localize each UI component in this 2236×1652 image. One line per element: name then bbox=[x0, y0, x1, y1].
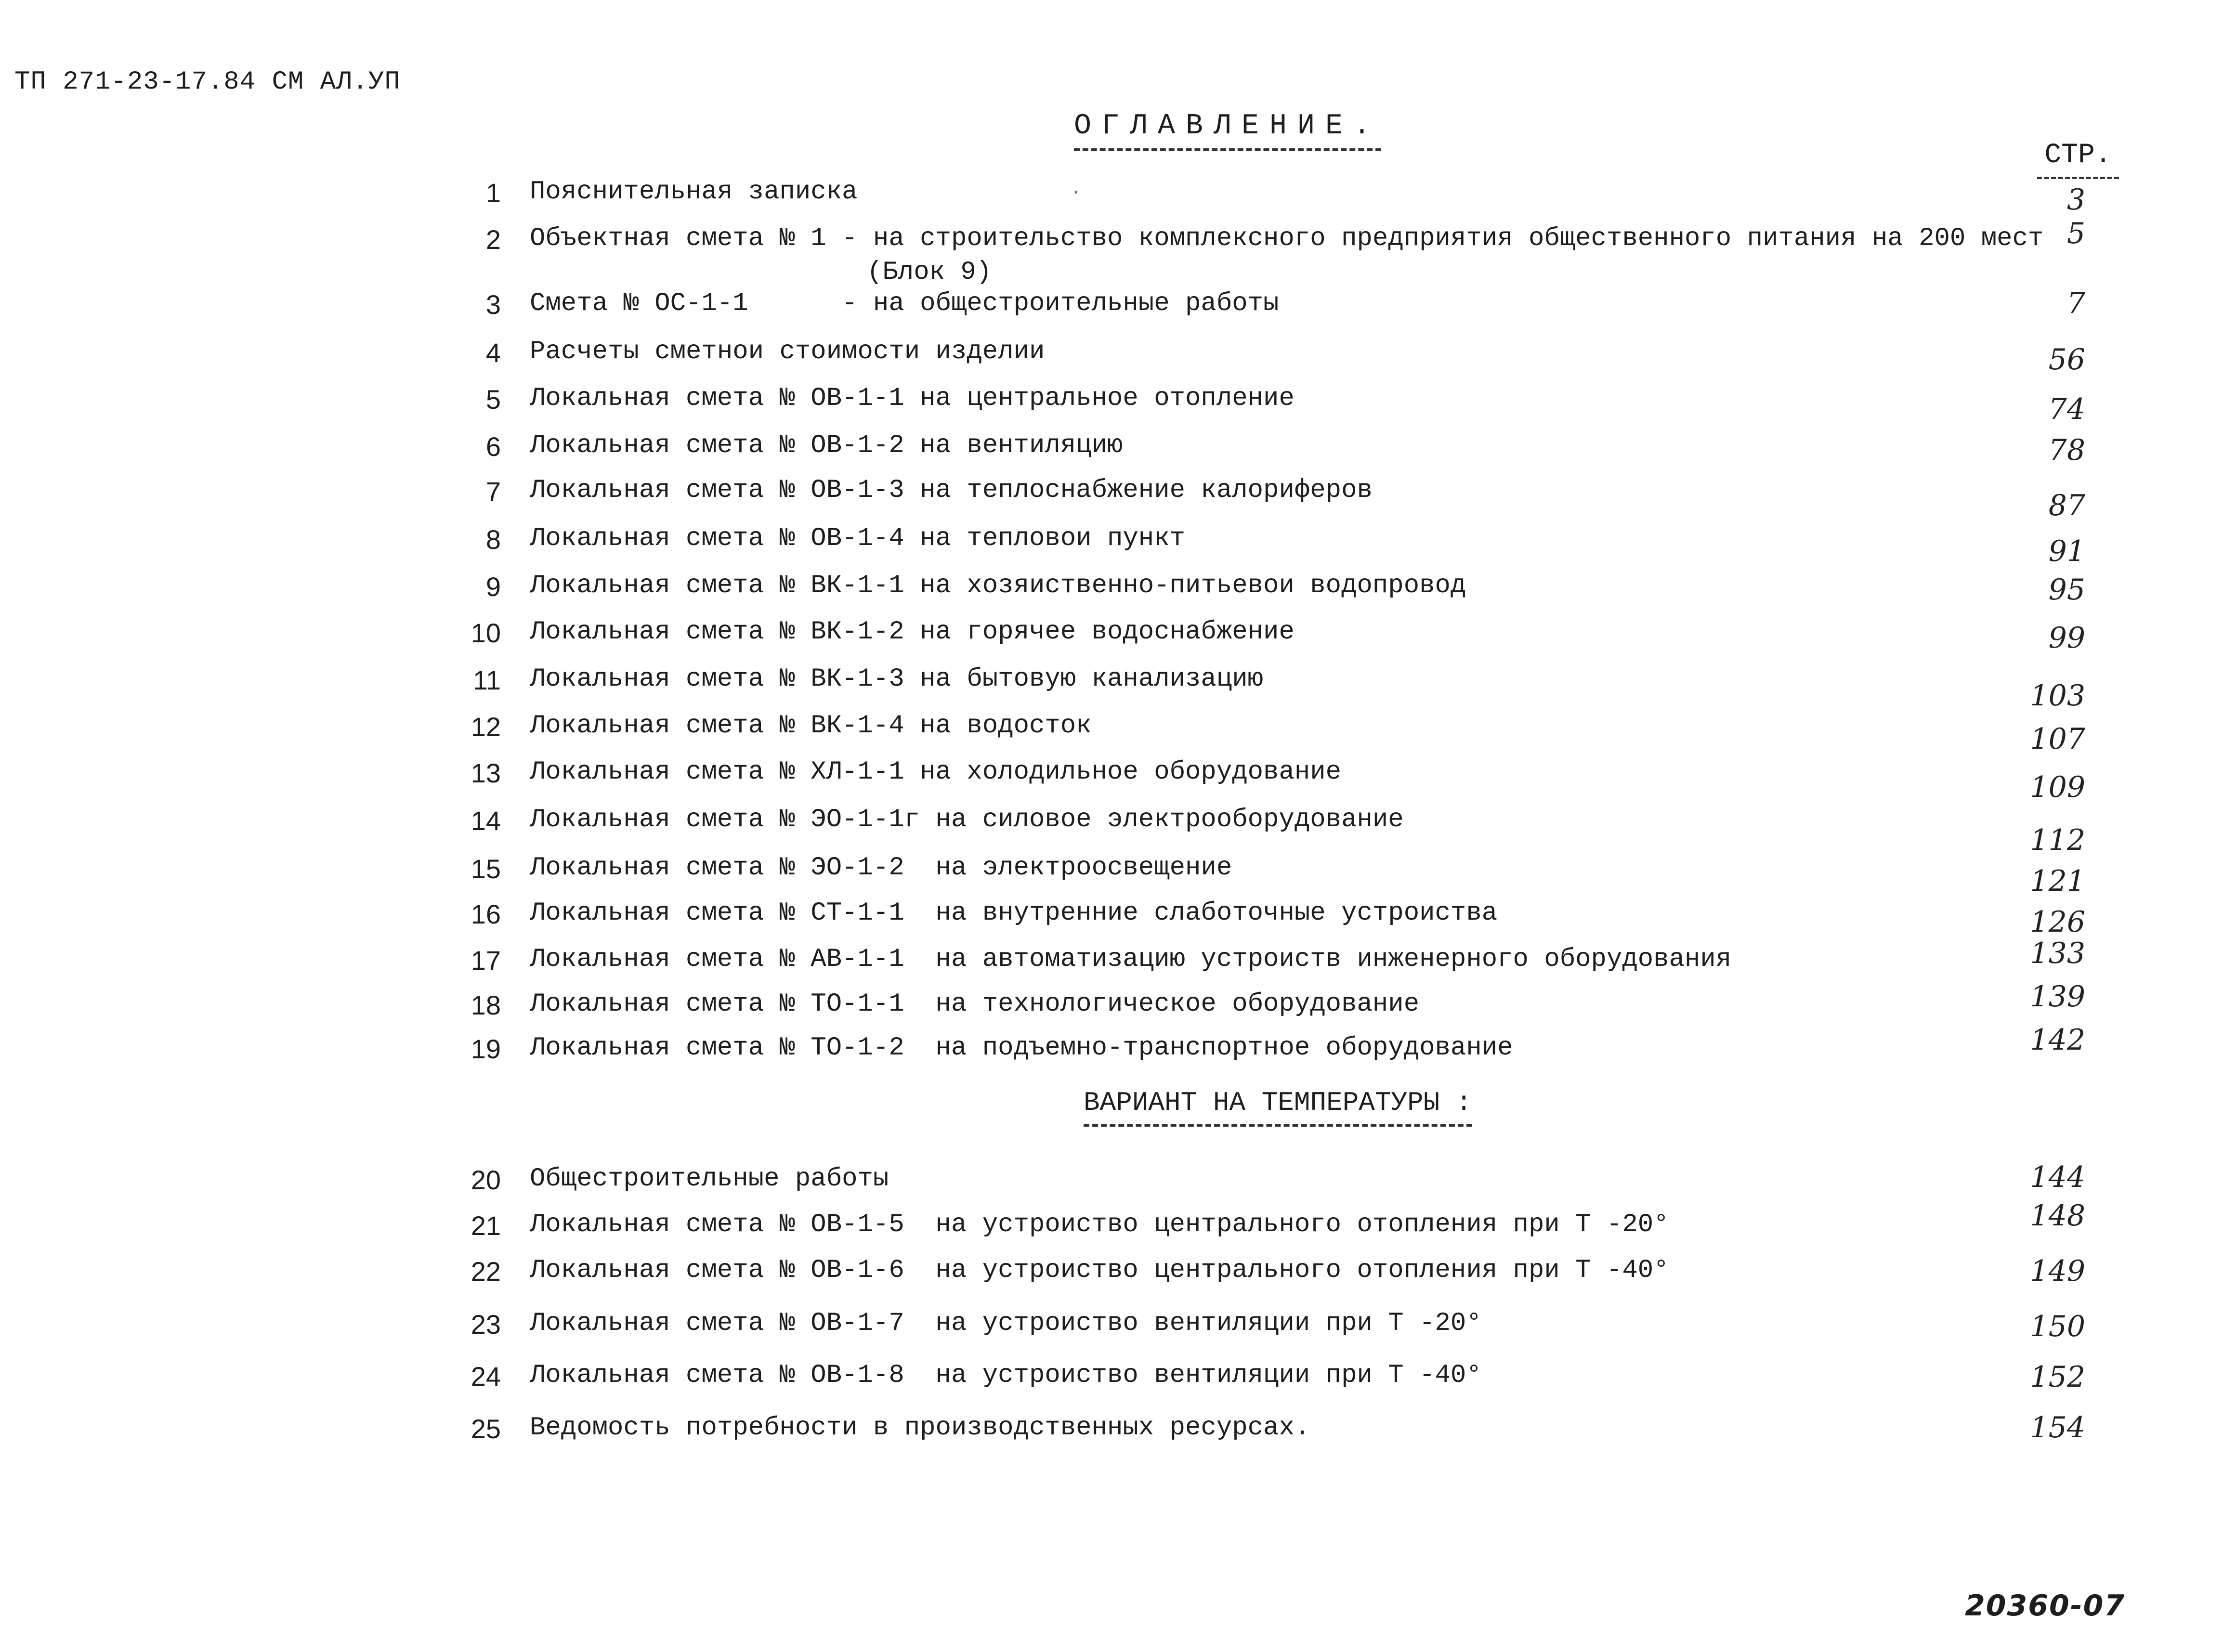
toc-row-number: 10 bbox=[471, 618, 501, 648]
toc-row bbox=[0, 937, 2236, 983]
toc-row-number: 20 bbox=[471, 1165, 501, 1195]
toc-row bbox=[0, 1199, 2236, 1249]
toc-row-number: 1 bbox=[485, 178, 501, 208]
toc-row-title: Объектная смета № 1 - на строительство комплексного предприятия общественного питания на 200 мест bbox=[530, 224, 2044, 253]
page-title: ОГЛАВЛЕНИЕ. bbox=[1074, 110, 1381, 151]
toc-row-number: 2 bbox=[485, 224, 501, 255]
toc-row bbox=[0, 1361, 2236, 1399]
toc-row-page: 149 bbox=[2030, 1254, 2085, 1288]
toc-row bbox=[0, 337, 2236, 376]
toc-row-number: 19 bbox=[471, 1034, 501, 1064]
toc-row-number: 4 bbox=[485, 338, 501, 368]
scan-mark: . bbox=[1070, 178, 1082, 200]
toc-row-title: Общестроительные работы bbox=[530, 1164, 889, 1194]
toc-row bbox=[0, 853, 2236, 898]
toc-row-title: Локальная смета № ОВ-1-5 на устроиство центрального отопления при Т -20° bbox=[530, 1210, 1669, 1239]
toc-row-page: 126 bbox=[2030, 905, 2085, 939]
variant-heading: ВАРИАНТ НА ТЕМПЕРАТУРЫ : bbox=[1084, 1087, 1472, 1127]
toc-row-title: Локальная смета № ВК-1-4 на водосток bbox=[530, 711, 1092, 741]
archive-stamp: 20360-07 bbox=[1965, 1589, 2126, 1623]
toc-row-page: 95 bbox=[2048, 573, 2085, 607]
toc-row-page: 5 bbox=[2066, 217, 2085, 250]
toc-row-number: 7 bbox=[485, 476, 501, 507]
toc-row-page: 74 bbox=[2048, 392, 2085, 426]
toc-row-title: Локальная смета № ВК-1-3 на бытовую канализацию bbox=[530, 664, 1264, 694]
toc-row-title: Локальная смета № ХЛ-1-1 на холодильное оборудование bbox=[530, 757, 1342, 787]
toc-row-number: 11 bbox=[472, 665, 501, 695]
toc-row-page: 7 bbox=[2066, 286, 2085, 320]
toc-row-number: 21 bbox=[471, 1210, 501, 1241]
toc-row-number: 24 bbox=[471, 1361, 501, 1392]
page-column-header: СТР. bbox=[2037, 140, 2119, 179]
toc-row bbox=[0, 805, 2236, 857]
toc-row bbox=[0, 431, 2236, 469]
toc-row-number: 8 bbox=[485, 524, 501, 555]
toc-row-number: 6 bbox=[485, 431, 501, 462]
toc-row-title: Локальная смета № ОВ-1-7 на устроиство вентиляции при Т -20° bbox=[530, 1309, 1482, 1338]
toc-row-title: Локальная смета № ОВ-1-4 на тепловои пункт bbox=[530, 524, 1186, 553]
toc-row-number: 15 bbox=[471, 854, 501, 884]
toc-row-page: 78 bbox=[2048, 433, 2085, 467]
toc-row-title: Локальная смета № ВК-1-2 на горячее водоснабжение bbox=[530, 617, 1295, 647]
toc-row bbox=[0, 524, 2236, 568]
toc-row-title: Локальная смета № ОВ-1-8 на устроиство вентиляции при Т -40° bbox=[530, 1361, 1482, 1390]
toc-row-title: Локальная смета № ОВ-1-6 на устроиство центрального отопления при Т -40° bbox=[530, 1256, 1669, 1285]
toc-row-title: Расчеты сметнои стоимости изделии bbox=[530, 337, 1045, 366]
toc-row-number: 17 bbox=[471, 945, 501, 976]
toc-row-title: Локальная смета № ВК-1-1 на хозяиственно-питьевои водопровод bbox=[530, 571, 1466, 600]
toc-row-page: 121 bbox=[2030, 864, 2085, 898]
toc-row-title: Локальная смета № ОВ-1-3 на теплоснабжение калориферов bbox=[530, 476, 1373, 505]
toc-row-number: 5 bbox=[485, 384, 501, 415]
toc-row bbox=[0, 711, 2236, 756]
toc-row bbox=[0, 286, 2236, 327]
toc-row bbox=[0, 757, 2236, 804]
toc-row-page: 109 bbox=[2030, 770, 2085, 804]
toc-row bbox=[0, 1413, 2236, 1452]
toc-row bbox=[0, 571, 2236, 610]
toc-row-number: 23 bbox=[471, 1309, 501, 1340]
toc-row-page: 91 bbox=[2048, 534, 2085, 568]
toc-row-page: 3 bbox=[2066, 183, 2085, 217]
toc-row-page: 99 bbox=[2048, 621, 2085, 655]
toc-row bbox=[0, 1160, 2236, 1203]
toc-row-title: Локальная смета № ТО-1-1 на технологическое оборудование bbox=[530, 989, 1420, 1019]
toc-row-number: 13 bbox=[471, 758, 501, 788]
toc-row bbox=[0, 1309, 2236, 1347]
toc-row-title-continuation: (Блок 9) bbox=[867, 258, 992, 287]
toc-row bbox=[0, 476, 2236, 522]
document-code: ТП 271-23-17.84 СМ АЛ.УП bbox=[14, 67, 401, 97]
toc-row-title: Локальная смета № АВ-1-1 на автоматизацию устроиств инженерного оборудования bbox=[530, 945, 1732, 974]
toc-row-number: 22 bbox=[471, 1256, 501, 1287]
toc-row-page: 150 bbox=[2030, 1310, 2085, 1343]
toc-row-title: Локальная смета № ЭО-1-2 на электроосвещение bbox=[530, 853, 1232, 883]
toc-row-page: 112 bbox=[2030, 823, 2085, 857]
toc-row-page: 107 bbox=[2030, 722, 2085, 756]
toc-row-title: Локальная смета № ОВ-1-1 на центральное отопление bbox=[530, 384, 1295, 413]
toc-row-page: 148 bbox=[2030, 1199, 2085, 1233]
toc-row-number: 14 bbox=[471, 806, 501, 836]
toc-row-page: 154 bbox=[2030, 1411, 2085, 1444]
toc-row bbox=[0, 898, 2236, 937]
toc-row-title: Локальная смета № СТ-1-1 на внутренние слаботочные устроиства bbox=[530, 898, 1498, 928]
toc-row-page: 87 bbox=[2048, 489, 2085, 522]
toc-row bbox=[0, 980, 2236, 1028]
toc-row-page: 144 bbox=[2030, 1160, 2085, 1194]
toc-row-page: 103 bbox=[2030, 679, 2085, 713]
toc-row-number: 12 bbox=[471, 712, 501, 742]
toc-row bbox=[0, 617, 2236, 656]
toc-row bbox=[0, 217, 2236, 287]
toc-row-number: 25 bbox=[471, 1414, 501, 1444]
toc-row bbox=[0, 1256, 2236, 1294]
toc-row-number: 9 bbox=[485, 572, 501, 602]
toc-row bbox=[0, 664, 2236, 713]
toc-row-title: Локальная смета № ТО-1-2 на подъемно-транспортное оборудование bbox=[530, 1033, 1513, 1063]
toc-row-title: Локальная смета № ОВ-1-2 на вентиляцию bbox=[530, 431, 1123, 460]
toc-row-number: 3 bbox=[485, 289, 501, 320]
toc-row-page: 133 bbox=[2030, 937, 2085, 970]
toc-row bbox=[0, 1023, 2236, 1072]
toc-row-title: Локальная смета № ЭО-1-1г на силовое электрооборудование bbox=[530, 805, 1404, 834]
toc-row-title: Пояснительная записка bbox=[530, 177, 858, 207]
toc-row-page: 56 bbox=[2048, 343, 2085, 377]
toc-row-page: 142 bbox=[2030, 1023, 2085, 1057]
toc-row bbox=[0, 384, 2236, 426]
toc-row-title: Смета № ОС-1-1 - на общестроительные работы bbox=[530, 289, 1279, 318]
toc-row-page: 139 bbox=[2030, 980, 2085, 1014]
toc-row-number: 16 bbox=[471, 899, 501, 929]
toc-row-page: 152 bbox=[2030, 1360, 2085, 1394]
toc-row-title: Ведомость потребности в производственных ресурсах. bbox=[530, 1413, 1310, 1443]
toc-row bbox=[0, 177, 2236, 216]
toc-row-number: 18 bbox=[471, 990, 501, 1020]
